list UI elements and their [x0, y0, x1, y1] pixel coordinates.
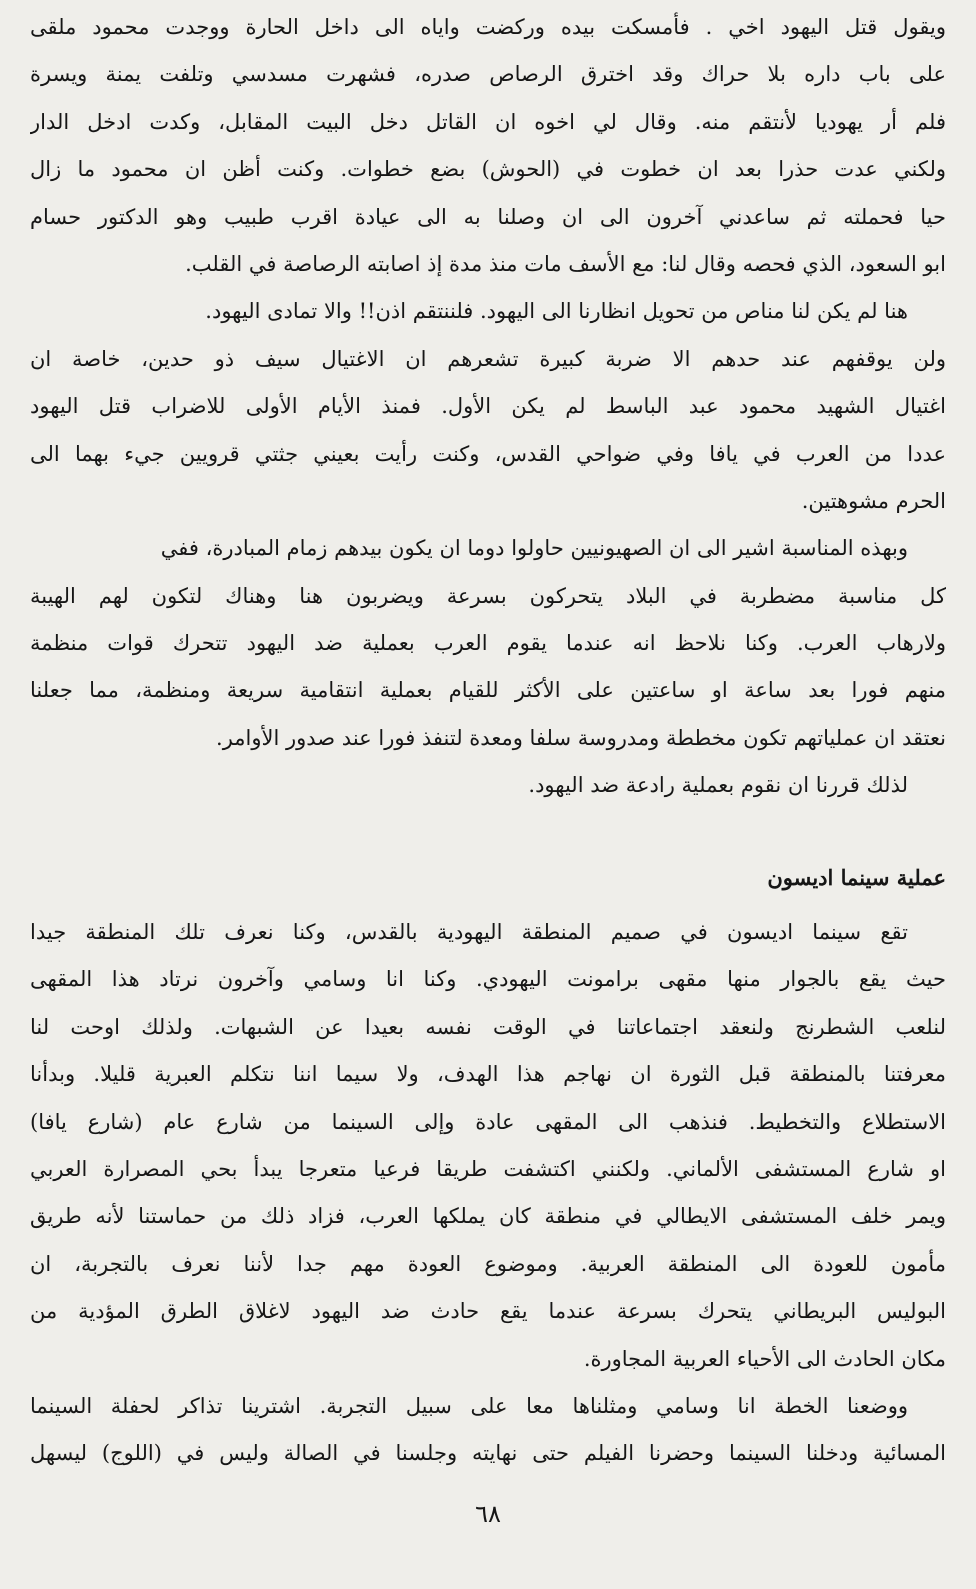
text-line: عددا من العرب في يافا وفي ضواحي القدس، وكنت رأيت بعيني جثتي قرويين جيء بهما الى [30, 441, 946, 466]
text-line: منهم فورا بعد ساعة او ساعتين على الأكثر للقيام بعملية انتقامية سريعة ومنظمة، مما جعلنا [30, 678, 946, 703]
text-line: تقع سينما اديسون في صميم المنطقة اليهودية بالقدس، وكنا نعرف تلك المنطقة جيدا [30, 920, 908, 945]
section-spacer [30, 901, 946, 909]
text-line: معرفتنا بالمنطقة قبل الثورة ان نهاجم هذا الهدف، ولا سيما اننا نتكلم العبرية قليلا. وبدأنا [30, 1062, 946, 1087]
text-line: وبهذه المناسبة اشير الى ان الصهيونيين حاولوا دوما ان يكون بيدهم زمام المبادرة، ففي [160, 536, 908, 561]
text-line: ويقول قتل اليهود اخي . فأمسكت بيده وركضت واياه الى داخل الحارة ووجدت محمود ملقى [30, 15, 946, 39]
text-line: مأمون للعودة الى المنطقة العربية. وموضوع العودة مهم جدا لأننا نعرف بالتجربة، ان [30, 1251, 946, 1276]
text-line: ولارهاب العرب. وكنا نلاحظ انه عندما يقوم العرب بعملية ضد اليهود تتحرك قوات منظمة [30, 631, 946, 656]
text-line: ابو السعود، الذي فحصه وقال لنا: مع الأسف مات منذ مدة إذ اصابته الرصاصة في القلب. [185, 251, 946, 276]
section-spacer [30, 810, 946, 854]
text-line: ولكني عدت حذرا بعد ان خطوت في (الحوش) بضع خطوات. وكنت أظن ان محمود ما زال [30, 157, 946, 182]
text-line: فلم أر يهوديا لأنتقم منه. وقال لي اخوه ان القاتل دخل البيت المقابل، وكدت ادخل الدار [30, 109, 946, 134]
section-heading: عملية سينما اديسون [767, 864, 946, 890]
text-line: لنلعب الشطرنج ولنعقد اجتماعاتنا في الوقت نفسه بعيدا عن الشبهات. ولذلك اوحت لنا [30, 1014, 946, 1039]
text-line: اغتيال الشهيد محمود عبد الباسط لم يكن الأول. فمنذ الأيام الأولى للاضراب قتل اليهود [30, 394, 946, 419]
text-line: حيث يقع بالجوار منها مقهى برامونت اليهودي. وكنا انا وسامي وآخرون نرتاد هذا المقهى [30, 967, 946, 992]
text-line: او شارع المستشفى الألماني. ولكنني اكتشفت طريقا فرعيا متعرجا يبدأ بحي المصرارة العربي [30, 1156, 946, 1181]
text-line: نعتقد ان عملياتهم تكون مخططة ومدروسة سلفا ومعدة لتنفذ فورا عند صدور الأوامر. [216, 725, 946, 750]
text-line: كل مناسبة مضطربة في البلاد يتحركون بسرعة ويضربون هنا وهناك لتكون لهم الهيبة [30, 583, 946, 608]
page-body-text [30, 4, 946, 1478]
text-line: البوليس البريطاني يتحرك بسرعة عندما يقع حادث ضد اليهود لاغلاق الطرق المؤدية من [30, 1299, 946, 1324]
text-line: الاستطلاع والتخطيط. فنذهب الى المقهى عادة وإلى السينما من شارع عام (شارع يافا) [30, 1109, 946, 1134]
text-line: الحرم مشوهتين. [801, 488, 946, 513]
text-line: ولن يوقفهم عند حدهم الا ضربة كبيرة تشعرهم ان الاغتيال سيف ذو حدين، خاصة ان [30, 346, 946, 371]
text-line: لذلك قررنا ان نقوم بعملية رادعة ضد اليهود. [528, 773, 908, 798]
text-line: المسائية ودخلنا السينما وحضرنا الفيلم حتى نهايته وجلسنا في الصالة وليس في (اللوج) ليسهل [30, 1441, 946, 1466]
text-line: مكان الحادث الى الأحياء العربية المجاورة. [583, 1346, 946, 1371]
text-line: حيا فحملته ثم ساعدني آخرون الى ان وصلنا به الى عيادة اقرب طبيب وهو الدكتور حسام [30, 204, 946, 229]
text-line: ووضعنا الخطة انا وسامي ومثلناها معا على سبيل التجربة. اشترينا تذاكر لحفلة السينما [30, 1393, 908, 1418]
text-line: ويمر خلف المستشفى الايطالي في منطقة كان يملكها العرب، فزاد ذلك من حماستنا لأنه طريق [30, 1204, 946, 1229]
page-number: ٦٨ [475, 1500, 501, 1528]
text-line: هنا لم يكن لنا مناص من تحويل انظارنا الى اليهود. فلننتقم اذن!! والا تمادى اليهود. [205, 299, 908, 324]
text-line: على باب داره بلا حراك وقد اخترق الرصاص صدره، فشهرت مسدسي وتلفت يمنة ويسرة [30, 62, 946, 87]
